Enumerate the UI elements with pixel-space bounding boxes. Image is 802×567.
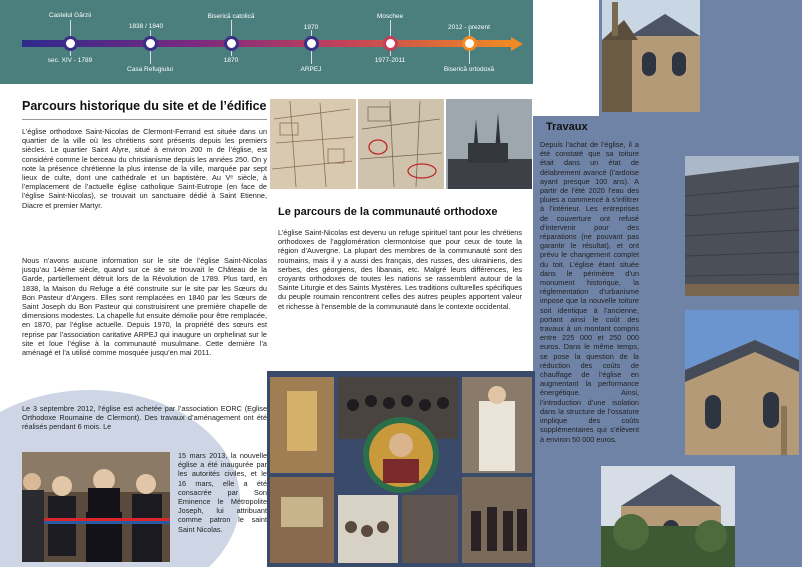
timeline-stem <box>311 50 312 64</box>
timeline-stem <box>150 50 151 64</box>
timeline-banner <box>0 0 533 84</box>
timeline-label-bottom: Casa Refugiului <box>127 66 173 73</box>
community-paragraph: L’église Saint-Nicolas est devenu un refuge spirituel tant pour les chrétiens orthodoxes de l’agglomération clermontoise que pour ceux de toute la région d’Auvergne. La plupart des membres de la communauté sont des roumains, mais il y a aussi des français, des russes, des ukrainiens, des serbes, des géorgiens, des libanais, etc. Malgré leurs différences, les croyants orthodoxes de toutes les nations se rassemblent autour de la Sainte Liturgie et des Saints Mystères. Les traditions culturelles spécifiques du peuple roumain rencontrent celles des autres peuples apportent valeur et richesse à l’ensemble de la communauté dans le contexte occidental. <box>278 228 522 311</box>
timeline-label-bottom: 1977-2011 <box>374 57 406 64</box>
timeline-stem <box>70 20 71 37</box>
timeline-line <box>22 40 512 47</box>
photo-collage <box>267 371 535 567</box>
timeline-arrow <box>511 37 523 51</box>
section-title-community: Le parcours de la communauté orthodoxe <box>278 206 498 218</box>
section-title-history: Parcours historique du site et de l’édifice <box>22 99 267 113</box>
timeline-label-top: 1838 / 1840 <box>128 23 164 30</box>
timeline-label-bottom: sec. XIV - 1789 <box>47 57 93 64</box>
timeline-label-top: 2012 - prezent <box>448 24 490 31</box>
timeline-stem <box>390 20 391 37</box>
timeline-dot <box>383 36 398 51</box>
photo-ribbon-cutting <box>22 452 170 562</box>
timeline-stem <box>469 50 470 64</box>
history-paragraph-2: Nous n’avons aucune information sur le site de l’église Saint-Nicolas jusqu’au 14ème siècle, quand sur ce site se trouvait le Château de la Garde, partiellement détruit lors de la Révolution de 1789. Plus tard, en 1838, la Maison du Refuge a été construite sur le site par les Sœurs du Bon Pasteur d’Angers. Elles sont remplacées en 1840 par les Sœurs de Saint Joseph du Bon Pasteur qui construisirent une première chapelle de dimensions modestes. La chapelle fut ensuite démolie pour être remplacée, en 1870, par l’église actuelle. Depuis 1970, la propriété des sœurs est reprise par l’association caritative ARPEJ qui inaugure un orphelinat sur le site et loue l’église à la communauté musulmane. Cette dernière l’a aménagé et l’a utilisé comme mosquée jusqu’en mai 2011. <box>22 256 267 358</box>
photo-church-roof <box>685 310 799 455</box>
historic-maps <box>270 99 532 189</box>
timeline-label-top: Castelul Gărzii <box>48 12 92 19</box>
photo-roof-slates <box>685 156 799 296</box>
timeline-dot <box>304 36 319 51</box>
timeline-dot <box>224 36 239 51</box>
timeline-dot <box>462 36 477 51</box>
timeline-label-bottom: Biserică ortodoxă <box>443 66 495 73</box>
photo-church-exterior <box>601 466 735 567</box>
history-paragraph-3: Le 3 septembre 2012, l’église est achetée par l’association EORC (Eglise Orthodoxe Roumaine de Clermont). Des travaux d’aménagement ont été réalisés pendant 6 mois. Le <box>22 404 267 432</box>
works-paragraph: Depuis l’achat de l’église, il a été constaté que sa toiture était dans un état de délabrement avancé (l’ardoise ayant presque 100 ans). A partir de l’été 2020 l’eau des pluies a commencé à s’infiltrer à l’intérieur. Les entreprises de couverture ont refusé d’intervenir pour des réparations (ne pouvant pas garantir le résultat), et ont prévu le changement complet du toit. L’église étant située dans le périmètre d’un monument historique, la réglementation d’urbanisme impose que la nouvelle toiture soit identique à l’ancienne, portant ainsi le coût des travaux à un montant compris entre 225 000 et 250 000 euros. Dans le même temps, se pose la question de la réduction des coûts de chauffage de l’église en augmentant la performance énergétique. Ainsi, l’introduction d’une isolation dans la structure de l’ossature implique des coûts supplémentaires qui s’élèvent à environ 50 000 euros. <box>540 140 639 444</box>
timeline-dot <box>143 36 158 51</box>
timeline-label-bottom: ARPEJ <box>300 66 322 73</box>
history-paragraph-1: L’église orthodoxe Saint-Nicolas de Clermont-Ferrand est située dans un quartier de la ville où les chrétiens sont présents depuis les premiers siècles. Le quartier Saint Alyre, situé à environ 200 m de l’église, est considéré comme le berceau du christianisme depuis les années 250. On y note la présence chrétienne la plus intense de la ville, marquée par sept lieux de culte, dont une cathédrale et un baptistère. Au Vᵉ siècle, à l’emplacement de l’actuelle église catholique Saint-Eutrope (en face de l’église Saint-Nicolas), se trouvait un sanctuaire dédié à Saint Etienne, Diacre et premier Martyr. <box>22 127 267 210</box>
timeline-dot <box>63 36 78 51</box>
section-title-works: Travaux <box>546 121 588 133</box>
timeline-label-top: Biserică catolică <box>207 13 255 20</box>
history-paragraph-4: 15 mars 2013, la nouvelle église a été inaugurée par les autorités civiles, et le 16 mars, elle a été consacrée par Son Eminence le Métropolite Joseph, lui attribuant comme patron le saint Saint Nicolas. <box>178 451 267 534</box>
title-divider <box>22 119 267 120</box>
timeline-label-top: 1970 <box>303 24 319 31</box>
timeline-stem <box>231 20 232 37</box>
photo-church-facade <box>602 0 700 112</box>
timeline-label-top: Moschee <box>376 13 404 20</box>
timeline-label-bottom: 1870 <box>223 57 239 64</box>
